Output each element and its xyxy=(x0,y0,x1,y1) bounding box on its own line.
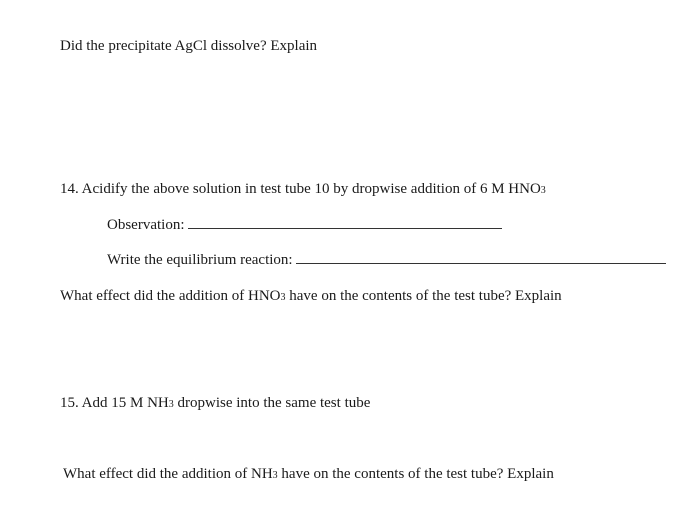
question-14-text: 14. Acidify the above solution in test tube 10 by dropwise addition of 6 M HNO xyxy=(60,181,541,197)
question-14 xyxy=(60,180,546,200)
question-15-subscript: 3 xyxy=(168,399,174,410)
question-14-subscript: 3 xyxy=(540,185,546,196)
question-hno3-suffix: have on the contents of the test tube? Explain xyxy=(285,288,562,304)
question-15 xyxy=(60,394,370,414)
question-hno3-subscript: 3 xyxy=(280,292,286,303)
observation-label: Observation: xyxy=(107,217,185,233)
question-agcl-text: Did the precipitate AgCl dissolve? Explain xyxy=(60,38,318,54)
question-hno3-effect xyxy=(60,287,562,307)
observation-blank[interactable] xyxy=(188,216,502,229)
question-hno3-prefix: What effect did the addition of HNO xyxy=(60,288,281,304)
question-agcl-dissolve xyxy=(60,37,317,55)
observation-row xyxy=(107,216,502,234)
question-nh3-prefix: What effect did the addition of NH xyxy=(63,466,273,482)
question-15-prefix: 15. Add 15 M NH xyxy=(60,395,169,411)
equilibrium-label: Write the equilibrium reaction: xyxy=(107,252,293,268)
equilibrium-blank[interactable] xyxy=(296,251,666,264)
question-nh3-effect xyxy=(63,465,554,485)
question-15-suffix: dropwise into the same test tube xyxy=(173,395,371,411)
question-nh3-suffix: have on the contents of the test tube? Explain xyxy=(277,466,554,482)
question-nh3-subscript: 3 xyxy=(272,470,278,481)
equilibrium-row xyxy=(107,251,666,269)
